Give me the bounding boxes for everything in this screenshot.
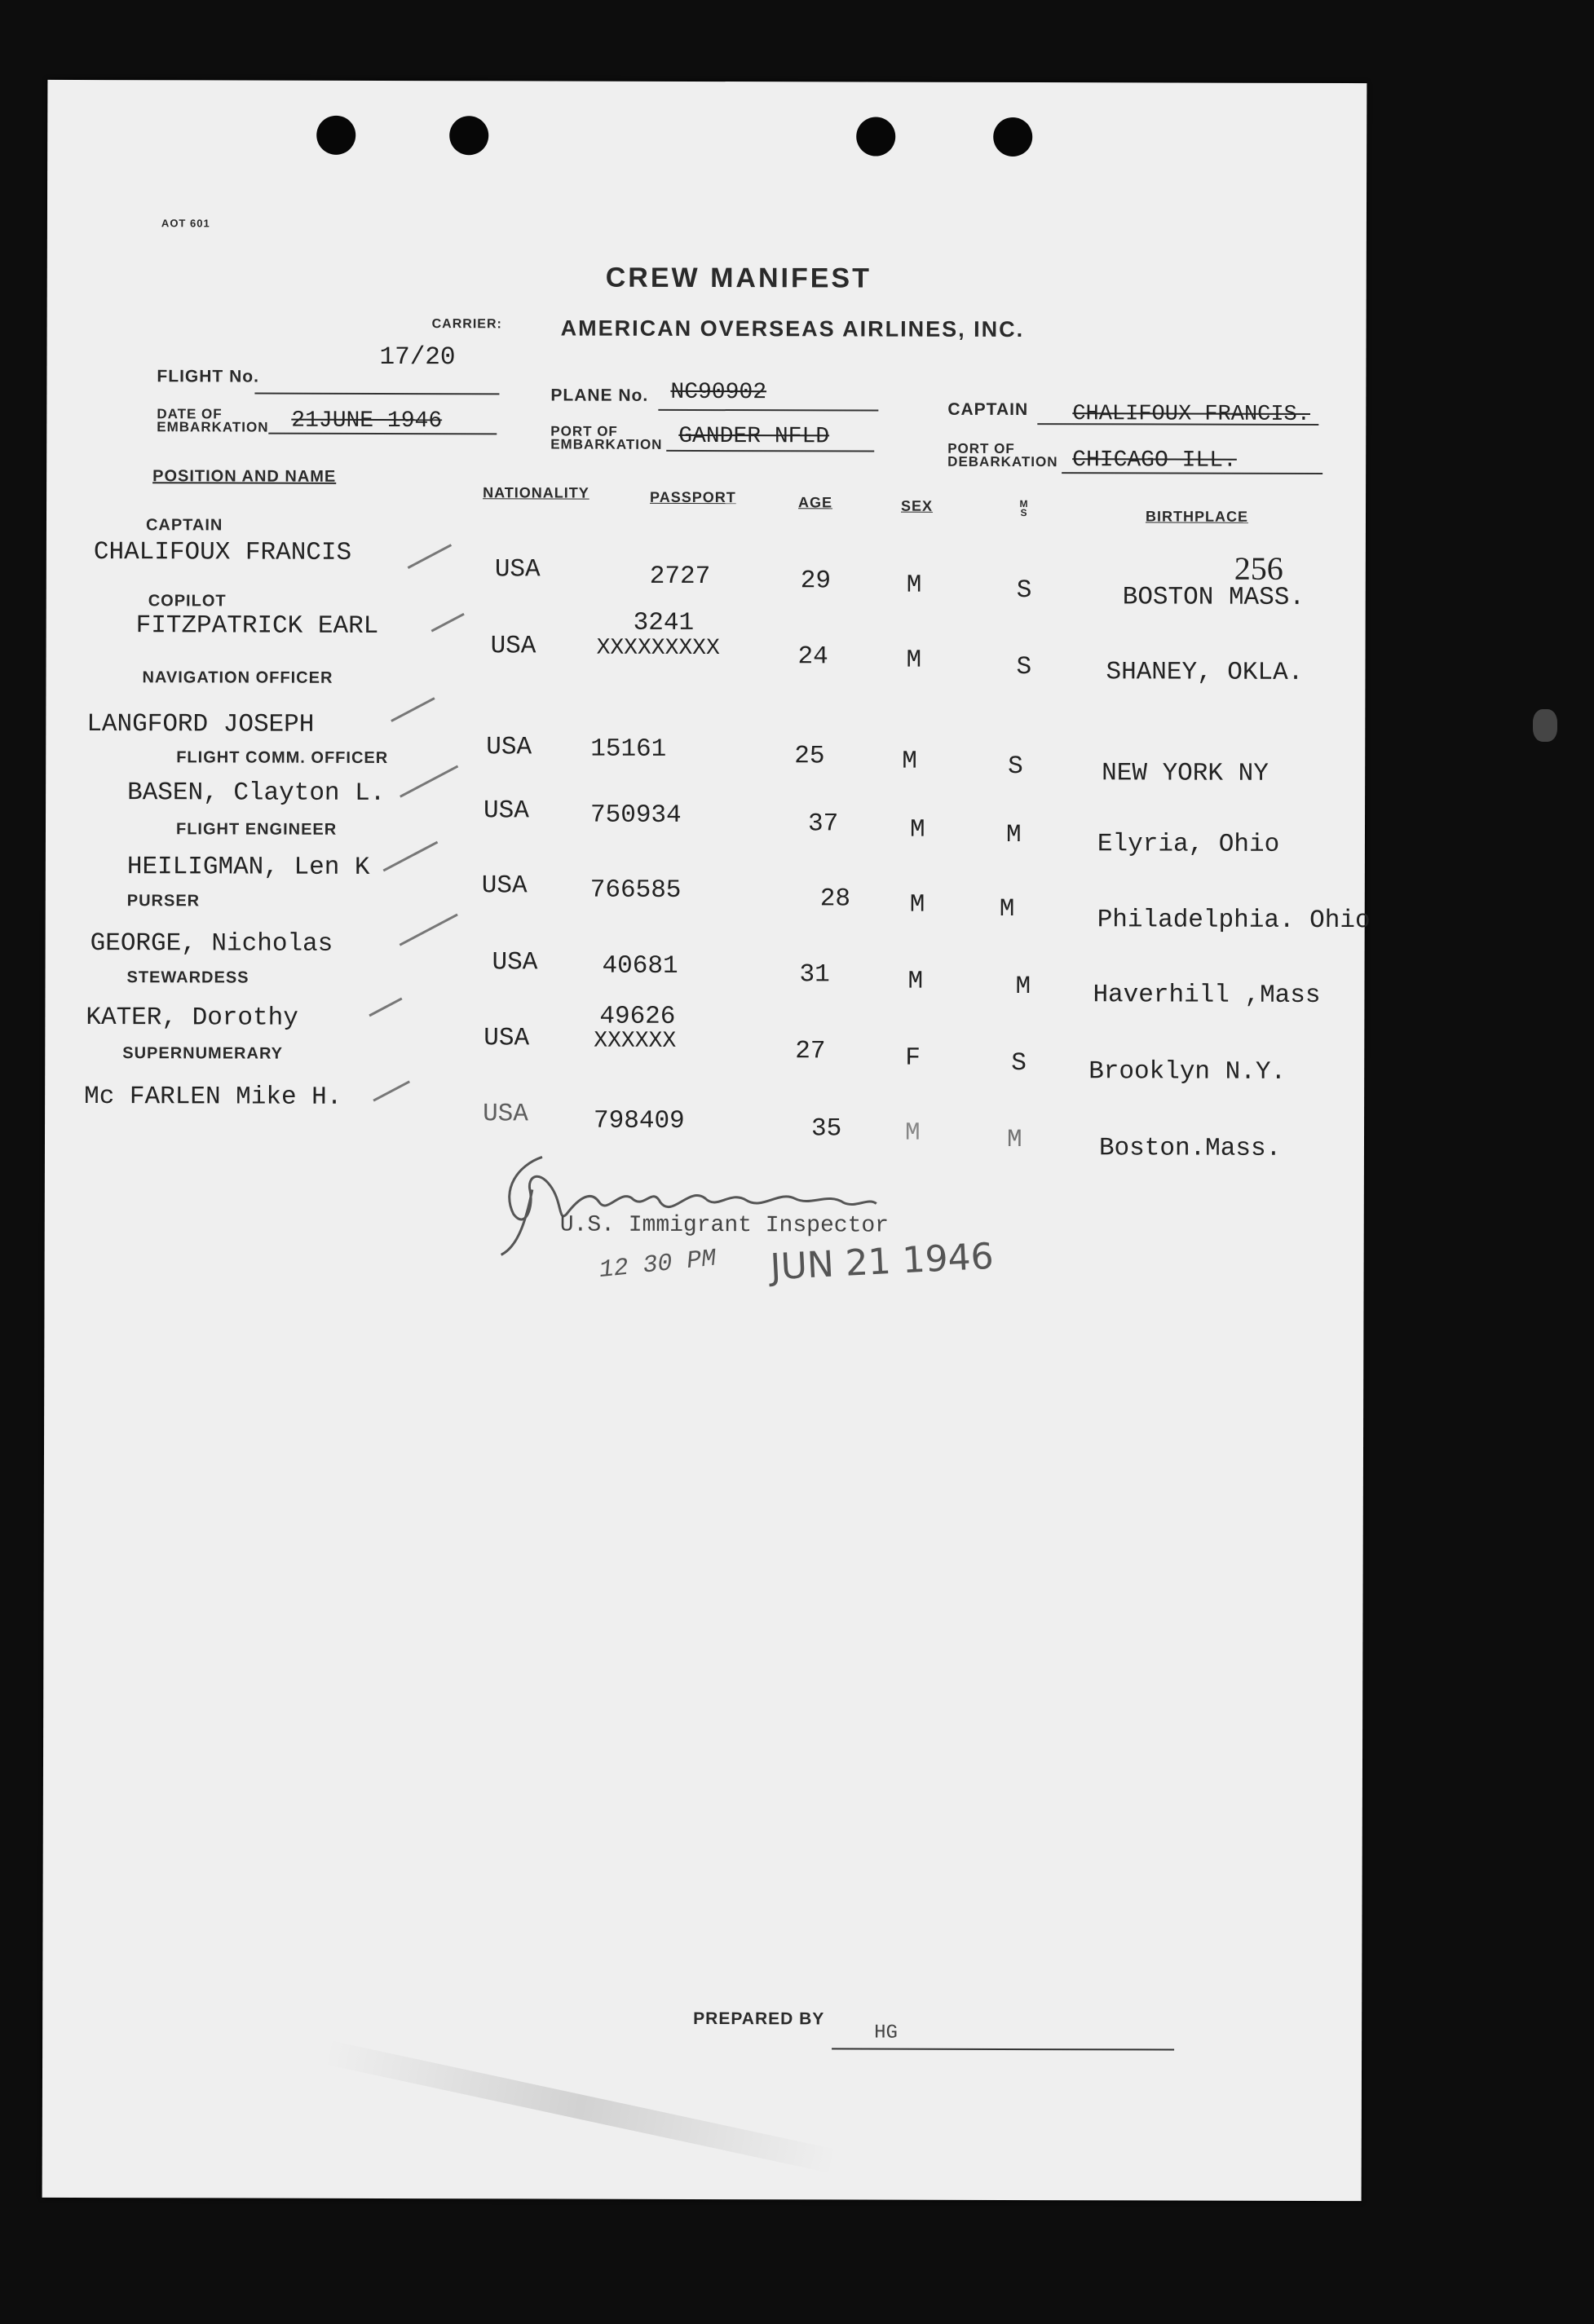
marital-status: S	[1016, 652, 1032, 682]
marital-status: S	[1011, 1048, 1027, 1078]
manifest-page	[42, 80, 1371, 2201]
sex: M	[909, 890, 925, 919]
passport: 15161	[590, 734, 667, 764]
check-mark	[400, 765, 458, 798]
date-label	[157, 408, 268, 434]
port-emb-line2: EMBARKATION	[550, 436, 663, 452]
check-mark	[373, 1080, 410, 1101]
position-title: CAPTAIN	[145, 516, 223, 535]
prepared-by-line	[832, 2048, 1174, 2050]
birthplace: Elyria, Ohio	[1097, 830, 1280, 859]
sex: M	[909, 815, 925, 844]
captain-name: CHALIFOUX FRANCIS.	[1072, 402, 1311, 427]
passport: 3241	[633, 608, 695, 637]
port-deb-line2: DEBARKATION	[947, 453, 1058, 470]
punch-hole	[316, 116, 355, 155]
flight-number: 17/20	[379, 342, 456, 373]
crew-name: HEILIGMAN, Len K	[126, 853, 370, 882]
nationality: USA	[486, 733, 532, 762]
sex: M	[904, 1118, 921, 1148]
sex: F	[905, 1043, 921, 1073]
page-title: CREW MANIFEST	[605, 262, 872, 294]
port-embarkation: GANDER NFLD	[678, 423, 830, 450]
plane-number: NC90902	[670, 379, 767, 406]
plane-line	[658, 409, 878, 412]
passport: 798409	[594, 1106, 685, 1136]
position-title: FLIGHT COMM. OFFICER	[176, 748, 389, 767]
date-label-line1: DATE OF	[157, 406, 223, 422]
age: 29	[800, 567, 832, 596]
passport-struck: XXXXXXXXX	[596, 635, 720, 662]
paper-smudge	[323, 2040, 838, 2174]
nationality: USA	[481, 871, 528, 901]
carrier-label: CARRIER:	[431, 317, 502, 332]
header-nationality: NATIONALITY	[483, 484, 589, 501]
marital-status: M	[1005, 820, 1022, 850]
nationality: USA	[483, 796, 529, 826]
passport-struck: XXXXXX	[594, 1028, 677, 1054]
nationality: USA	[483, 1100, 528, 1129]
position-title: COPILOT	[148, 592, 227, 611]
birthplace: Haverhill ,Mass	[1093, 981, 1321, 1010]
marital-status: M	[1015, 972, 1031, 1002]
port-emb-line1: PORT OF	[550, 423, 618, 439]
passport: 40681	[602, 951, 678, 981]
birthplace: Brooklyn N.Y.	[1088, 1057, 1287, 1087]
embarkation-date: 21JUNE 1946	[291, 408, 443, 434]
birthplace: NEW YORK NY	[1102, 759, 1269, 788]
nationality: USA	[490, 632, 536, 661]
header-age: AGE	[798, 494, 833, 511]
birthplace: Boston.Mass.	[1098, 1134, 1282, 1163]
position-title: SUPERNUMERARY	[122, 1044, 284, 1063]
passport: 49626	[599, 1002, 676, 1031]
header-birthplace: BIRTHPLACE	[1145, 508, 1249, 525]
flight-label: FLIGHT No.	[157, 367, 259, 386]
check-mark	[400, 914, 458, 946]
passport: 766585	[589, 875, 682, 905]
stamp-time: 12 30 PM	[598, 1245, 718, 1285]
captain-label: CAPTAIN	[947, 399, 1029, 420]
port-debarkation-label	[947, 440, 1058, 470]
inspector-title: U.S. Immigrant Inspector	[559, 1212, 890, 1239]
position-title: FLIGHT ENGINEER	[175, 820, 338, 839]
crew-name: BASEN, Clayton L.	[127, 778, 386, 808]
nationality: USA	[492, 948, 538, 977]
sex: M	[906, 571, 922, 600]
header-marital: M S	[1019, 498, 1029, 519]
birthplace: Philadelphia. Ohio	[1097, 906, 1371, 936]
flight-line	[254, 393, 499, 395]
stamp-date: JUN 21 1946	[769, 1235, 995, 1289]
header-position-name: POSITION AND NAME	[152, 467, 337, 486]
crew-name: FITZPATRICK EARL	[135, 611, 379, 641]
port-embarkation-label	[550, 423, 663, 452]
crew-name: LANGFORD JOSEPH	[86, 710, 315, 739]
passport: 2727	[649, 562, 711, 592]
sex: M	[907, 967, 924, 996]
age: 24	[797, 642, 828, 672]
sex: M	[902, 747, 917, 776]
sex: M	[906, 646, 922, 675]
birthplace: SHANEY, OKLA.	[1106, 658, 1304, 687]
age: 35	[810, 1114, 842, 1144]
position-title: NAVIGATION OFFICER	[142, 668, 333, 687]
marital-status: M	[1006, 1125, 1022, 1155]
form-code: AOT 601	[161, 217, 210, 230]
birthplace: BOSTON MASS.	[1122, 583, 1305, 612]
age: 27	[795, 1037, 826, 1066]
punch-hole	[449, 116, 488, 155]
check-mark	[431, 613, 465, 633]
age: 28	[819, 884, 851, 914]
marital-status: M	[999, 894, 1015, 924]
punch-hole	[856, 117, 895, 156]
check-mark	[369, 998, 402, 1017]
carrier-name: AMERICAN OVERSEAS AIRLINES, INC.	[560, 315, 1025, 342]
position-title: STEWARDESS	[126, 968, 249, 987]
prepared-by-label: PREPARED BY	[693, 2009, 825, 2029]
check-mark	[408, 544, 452, 569]
crew-name: GEORGE, Nicholas	[90, 929, 333, 959]
port-debarkation: CHICAGO ILL.	[1072, 448, 1237, 474]
scan-artifact	[1533, 709, 1557, 742]
page-number: 256	[1234, 549, 1283, 587]
marital-status: S	[1008, 752, 1023, 782]
port-deb-line1: PORT OF	[947, 440, 1015, 456]
age: 37	[807, 809, 839, 839]
plane-label: PLANE No.	[550, 386, 649, 405]
date-label-line2: EMBARKATION	[157, 419, 269, 435]
punch-hole	[993, 117, 1032, 157]
header-passport: PASSPORT	[650, 488, 736, 506]
port-emb-line	[666, 450, 874, 452]
age: 31	[799, 960, 830, 990]
crew-name: CHALIFOUX FRANCIS	[93, 538, 352, 567]
prepared-by: HG	[874, 2022, 898, 2044]
crew-name: KATER, Dorothy	[86, 1003, 298, 1033]
nationality: USA	[483, 1024, 530, 1053]
crew-name: Mc FARLEN Mike H.	[84, 1083, 342, 1112]
check-mark	[391, 697, 435, 722]
header-sex: SEX	[901, 497, 934, 514]
age: 25	[794, 742, 825, 771]
marital-status: S	[1016, 575, 1032, 606]
position-title: PURSER	[126, 892, 201, 911]
nationality: USA	[494, 555, 541, 584]
passport: 750934	[589, 800, 682, 830]
check-mark	[383, 841, 439, 872]
